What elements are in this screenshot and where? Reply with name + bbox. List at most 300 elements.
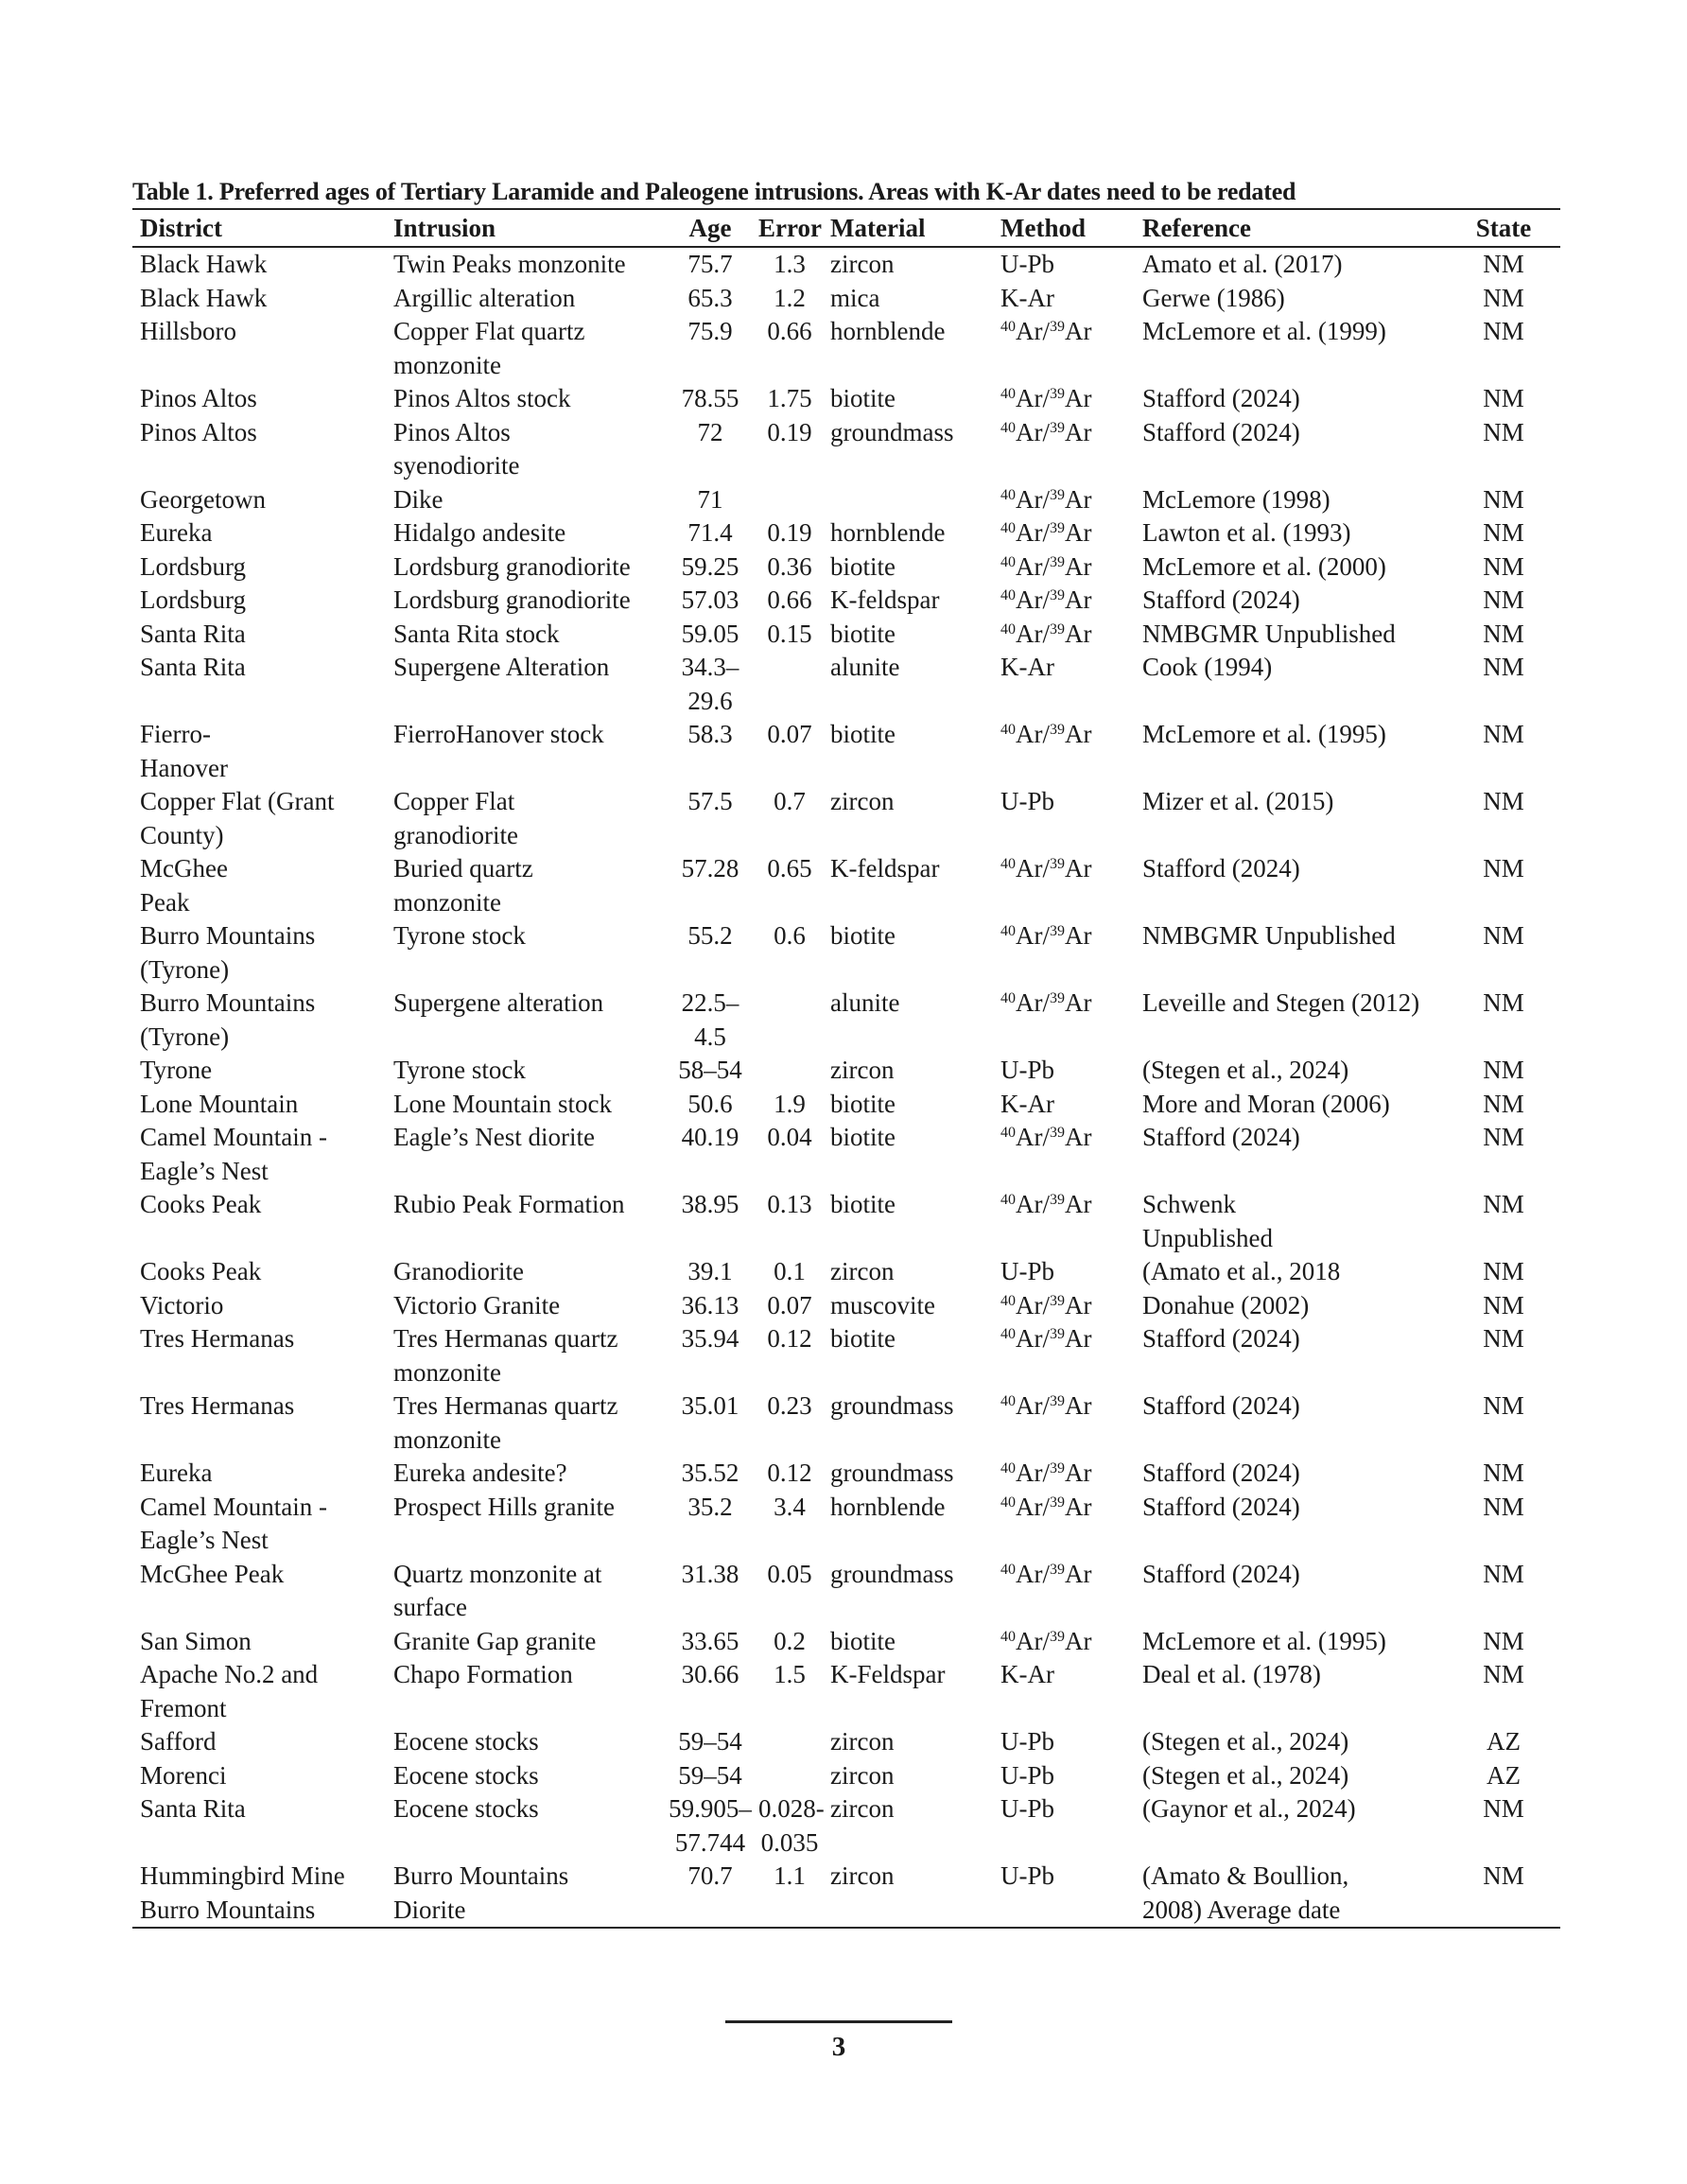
cell-district: Cooks Peak [140,1257,262,1285]
cell-state: NM [1483,484,1524,514]
cell-reference: (Stegen et al., 2024) [1142,1056,1349,1084]
cell-error [757,483,823,517]
header-material: Material [830,214,926,242]
cell-intrusion: Rubio Peak Formation [393,1190,625,1218]
cell-method: $^{40}$Ar/$^{39}$Ar [1000,720,1092,748]
cell-reference: Stafford (2024) [1142,417,1300,446]
cell-intrusion: Eocene stocks [393,1794,539,1823]
table-header-row [132,209,1560,247]
cell-material: mica [830,283,880,312]
cell-method: K-Ar [1000,283,1054,312]
cell-intrusion: Pinos Altos syenodiorite [393,417,520,480]
cell-district: Santa Rita [140,653,246,681]
cell-state: NM [1483,518,1524,547]
cell-age: 38.95 [681,1190,739,1218]
cell-error: 1.5 [774,1660,806,1688]
table-row [132,651,1560,718]
cell-material: biotite [830,384,896,412]
table-row [132,987,1560,1054]
table-row [132,550,1560,585]
cell-error: 0.66 [767,585,812,614]
cell-intrusion: Eureka andesite? [393,1459,567,1487]
cell-method: K-Ar [1000,1660,1054,1688]
table-row [132,247,1560,282]
cell-state: NM [1483,1123,1524,1151]
cell-reference: McLemore et al. (1999) [1142,317,1386,345]
cell-reference: Leveille and Stegen (2012) [1142,988,1420,1017]
cell-reference: Donahue (2002) [1142,1290,1310,1319]
cell-state: NM [1483,1559,1524,1588]
cell-intrusion: FierroHanover stock [393,720,604,748]
cell-intrusion: Chapo Formation [393,1660,573,1688]
cell-intrusion: Quartz monzonite at surface [393,1559,602,1621]
cell-error: 0.04 [767,1123,812,1151]
cell-district: Burro Mountains (Tyrone) [140,988,316,1051]
cell-reference: Stafford (2024) [1142,1492,1300,1521]
cell-method: U-Pb [1000,1727,1055,1756]
table-row [132,785,1560,852]
cell-error: 0.6 [774,921,806,950]
cell-age: 34.3– 29.6 [681,653,739,715]
cell-method: $^{40}$Ar/$^{39}$Ar [1000,1290,1092,1319]
cell-intrusion: Tyrone stock [393,921,526,950]
cell-district: Hummingbird Mine Burro Mountains [140,1861,345,1924]
cell-method: $^{40}$Ar/$^{39}$Ar [1000,1391,1092,1420]
cell-reference: Stafford (2024) [1142,1559,1300,1588]
cell-age: 75.9 [687,317,733,345]
cell-reference: Schwenk Unpublished [1142,1190,1273,1252]
table-caption: Table 1. Preferred ages of Tertiary Laramide and Paleogene intrusions. Areas with K-Ar dates need to be redated [132,178,1296,205]
cell-district: Eureka [140,518,213,547]
table-row [132,315,1560,382]
header-method: Method [1000,214,1086,242]
cell-intrusion: Buried quartz monzonite [393,854,533,917]
cell-state: NM [1483,1492,1524,1521]
cell-material: zircon [830,1760,895,1790]
cell-district: Hillsboro [140,317,237,345]
table-row [132,1289,1560,1323]
cell-material: zircon [830,250,895,278]
cell-error: 1.2 [774,283,806,312]
cell-reference: McLemore et al. (2000) [1142,551,1386,581]
cell-district: Tres Hermanas [140,1391,295,1420]
cell-intrusion: Prospect Hills granite [393,1492,615,1521]
cell-state: NM [1483,250,1524,278]
cell-material: groundmass [830,1459,954,1487]
cell-intrusion: Copper Flat granodiorite [393,787,518,849]
cell-district: Copper Flat (Grant County) [140,787,335,849]
table-row [132,1558,1560,1625]
table-row [132,1725,1560,1759]
cell-district: Georgetown [140,484,266,514]
cell-age: 55.2 [687,921,733,950]
cell-intrusion: Tres Hermanas quartz monzonite [393,1391,618,1454]
cell-material: hornblende [830,1492,946,1521]
cell-material: biotite [830,1190,896,1218]
table-row [132,1088,1560,1122]
cell-error: 0.13 [767,1190,812,1218]
cell-district: Burro Mountains (Tyrone) [140,921,316,984]
cell-age: 70.7 [687,1861,733,1890]
table-body [132,247,1560,1928]
cell-district: Santa Rita [140,1794,246,1823]
cell-state: AZ [1487,1727,1521,1756]
cell-error: 1.9 [774,1089,806,1118]
cell-state: NM [1483,1794,1524,1823]
cell-error: 0.65 [767,854,812,882]
cell-district: Pinos Altos [140,384,257,412]
header-intrusion: Intrusion [393,214,496,242]
header-error: Error [758,214,822,242]
table-row [132,1625,1560,1659]
cell-state: NM [1483,1290,1524,1319]
table-row [132,1658,1560,1725]
cell-error: 0.1 [774,1257,806,1285]
header-district: District [140,214,222,242]
cell-reference: (Amato & Boullion, 2008) Average date [1142,1861,1349,1924]
cell-state: NM [1483,283,1524,312]
cell-error: 3.4 [774,1492,806,1521]
cell-reference: NMBGMR Unpublished [1142,619,1396,648]
cell-reference: Gerwe (1986) [1142,283,1285,312]
footer-rule [725,2020,952,2023]
cell-district: Black Hawk [140,283,268,312]
table-row [132,1491,1560,1558]
cell-age: 33.65 [681,1626,739,1655]
cell-intrusion: Santa Rita stock [393,619,560,648]
cell-material: alunite [830,653,900,681]
cell-method: U-Pb [1000,787,1055,815]
table-row [132,1759,1560,1793]
cell-age: 58.3 [687,720,733,748]
cell-state: NM [1483,787,1524,815]
cell-error: 0.12 [767,1459,812,1487]
table-row [132,584,1560,618]
cell-district: Safford [140,1727,217,1756]
cell-district: Cooks Peak [140,1190,262,1218]
cell-district: McGhee Peak [140,1559,285,1588]
cell-intrusion: Victorio Granite [393,1290,561,1319]
cell-intrusion: Lone Mountain stock [393,1089,612,1118]
cell-state: NM [1483,653,1524,681]
cell-reference: (Gaynor et al., 2024) [1142,1794,1356,1823]
cell-intrusion: Dike [393,484,443,514]
cell-district: Lone Mountain [140,1089,299,1118]
cell-material: zircon [830,1056,895,1084]
table-row [132,483,1560,517]
cell-method: $^{40}$Ar/$^{39}$Ar [1000,551,1092,581]
cell-age: 36.13 [681,1290,739,1319]
cell-method: $^{40}$Ar/$^{39}$Ar [1000,921,1092,950]
table-row [132,1322,1560,1389]
cell-error [757,1725,823,1759]
cell-age: 75.7 [687,250,733,278]
cell-error: 0.2 [774,1626,806,1655]
cell-state: AZ [1487,1760,1521,1790]
header-reference: Reference [1142,214,1251,242]
cell-state: NM [1483,1257,1524,1285]
cell-reference: Mizer et al. (2015) [1142,787,1334,815]
cell-age: 57.28 [681,854,739,882]
cell-state: NM [1483,921,1524,950]
cell-age: 35.94 [681,1324,739,1353]
cell-method: K-Ar [1000,653,1054,681]
cell-method: $^{40}$Ar/$^{39}$Ar [1000,384,1092,412]
cell-district: Tyrone [140,1056,213,1084]
cell-method: U-Pb [1000,1056,1055,1084]
cell-error: 1.75 [767,384,812,412]
cell-age: 30.66 [681,1660,739,1688]
cell-method: $^{40}$Ar/$^{39}$Ar [1000,1459,1092,1487]
cell-intrusion: Tyrone stock [393,1056,526,1084]
cell-state: NM [1483,988,1524,1017]
cell-error [757,1759,823,1793]
cell-material: zircon [830,1794,895,1823]
cell-state: NM [1483,551,1524,581]
cell-reference: Stafford (2024) [1142,585,1300,614]
cell-district: Eureka [140,1459,213,1487]
table-row [132,1255,1560,1289]
cell-error [757,987,823,1054]
table-row [132,852,1560,919]
cell-state: NM [1483,1391,1524,1420]
table-row [132,1457,1560,1491]
cell-district: Santa Rita [140,619,246,648]
cell-method: U-Pb [1000,1257,1055,1285]
cell-age: 65.3 [687,283,733,312]
cell-material: biotite [830,1123,896,1151]
table-row [132,1389,1560,1457]
cell-district: Victorio [140,1290,224,1319]
cell-reference: Lawton et al. (1993) [1142,518,1351,547]
table-row [132,718,1560,785]
cell-state: NM [1483,1861,1524,1890]
cell-age: 39.1 [687,1257,733,1285]
cell-reference: NMBGMR Unpublished [1142,921,1396,950]
cell-age: 58–54 [678,1056,742,1084]
cell-intrusion: Granite Gap granite [393,1626,597,1655]
cell-district: Camel Mountain - Eagle’s Nest [140,1492,327,1554]
cell-reference: Stafford (2024) [1142,1391,1300,1420]
cell-reference: Deal et al. (1978) [1142,1660,1321,1688]
cell-age: 59–54 [678,1727,742,1756]
cell-method: U-Pb [1000,250,1055,278]
cell-intrusion: Eagle’s Nest diorite [393,1123,595,1151]
cell-material: zircon [830,1861,895,1890]
cell-reference: Stafford (2024) [1142,1459,1300,1487]
cell-intrusion: Tres Hermanas quartz monzonite [393,1324,618,1387]
table-container [132,176,1560,1929]
table-row [132,1188,1560,1255]
table-row [132,1121,1560,1188]
cell-age: 35.01 [681,1391,739,1420]
cell-age: 40.19 [681,1123,739,1151]
cell-method: $^{40}$Ar/$^{39}$Ar [1000,1559,1092,1588]
cell-error [757,651,823,718]
cell-method: U-Pb [1000,1760,1055,1790]
cell-district: Morenci [140,1760,227,1790]
cell-material: biotite [830,1324,896,1353]
cell-method: $^{40}$Ar/$^{39}$Ar [1000,518,1092,547]
cell-intrusion: Hidalgo andesite [393,518,566,547]
cell-state: NM [1483,854,1524,882]
table-row [132,516,1560,550]
cell-intrusion: Supergene alteration [393,988,604,1017]
cell-state: NM [1483,585,1524,614]
cell-material: biotite [830,619,896,648]
header-age: Age [688,214,732,242]
cell-error: 0.07 [767,720,812,748]
cell-error: 1.3 [774,250,806,278]
cell-state: NM [1483,1626,1524,1655]
cell-age: 59.25 [681,551,739,581]
cell-district: San Simon [140,1626,252,1655]
cell-error: 0.66 [767,317,812,345]
cell-material: zircon [830,787,895,815]
cell-intrusion: Lordsburg granodiorite [393,585,631,614]
cell-state: NM [1483,1459,1524,1487]
cell-state: NM [1483,1190,1524,1218]
cell-state: NM [1483,720,1524,748]
cell-reference: (Stegen et al., 2024) [1142,1760,1349,1790]
cell-state: NM [1483,1324,1524,1353]
cell-material [823,483,993,517]
cell-district: Lordsburg [140,551,246,581]
cell-district: Lordsburg [140,585,246,614]
cell-method: $^{40}$Ar/$^{39}$Ar [1000,619,1092,648]
cell-material: biotite [830,1626,896,1655]
cell-material: K-feldspar [830,854,940,882]
cell-district: Black Hawk [140,250,268,278]
cell-method: U-Pb [1000,1794,1055,1823]
cell-method: U-Pb [1000,1861,1055,1890]
cell-state: NM [1483,619,1524,648]
header-state: State [1475,214,1532,242]
cell-age: 50.6 [687,1089,733,1118]
cell-intrusion: Granodiorite [393,1257,524,1285]
cell-age: 31.38 [681,1559,739,1588]
cell-error: 0.19 [767,417,812,446]
ages-table [132,208,1560,1929]
cell-age: 57.5 [687,787,733,815]
cell-method: $^{40}$Ar/$^{39}$Ar [1000,417,1092,446]
cell-material: biotite [830,720,896,748]
cell-error: 0.07 [767,1290,812,1319]
cell-reference: (Stegen et al., 2024) [1142,1727,1349,1756]
cell-method: K-Ar [1000,1089,1054,1118]
cell-district: Apache No.2 and Fremont [140,1660,319,1722]
cell-error: 0.23 [767,1391,812,1420]
table-row [132,282,1560,316]
cell-error: 0.05 [767,1559,812,1588]
cell-state: NM [1483,1056,1524,1084]
cell-material: zircon [830,1257,895,1285]
cell-age: 35.52 [681,1459,739,1487]
table-row [132,1860,1560,1928]
cell-material: K-feldspar [830,585,940,614]
cell-error: 0.15 [767,619,812,648]
cell-method: $^{40}$Ar/$^{39}$Ar [1000,1492,1092,1521]
cell-district: Camel Mountain - Eagle’s Nest [140,1123,327,1185]
table-row [132,1792,1560,1860]
cell-material: alunite [830,988,900,1017]
cell-method: $^{40}$Ar/$^{39}$Ar [1000,1626,1092,1655]
table-row [132,416,1560,483]
cell-intrusion: Twin Peaks monzonite [393,250,626,278]
cell-age: 35.2 [687,1492,733,1521]
cell-method: $^{40}$Ar/$^{39}$Ar [1000,1190,1092,1218]
cell-material: biotite [830,1089,896,1118]
cell-age: 22.5– 4.5 [681,988,739,1051]
cell-reference: More and Moran (2006) [1142,1089,1390,1118]
page-number: 3 [831,2032,846,2062]
cell-intrusion: Copper Flat quartz monzonite [393,317,585,379]
cell-material: zircon [830,1727,895,1756]
cell-reference: McLemore (1998) [1142,484,1330,514]
cell-reference: Stafford (2024) [1142,1324,1300,1353]
cell-reference: Cook (1994) [1142,653,1273,681]
cell-method: $^{40}$Ar/$^{39}$Ar [1000,317,1092,345]
cell-district: Fierro- Hanover [140,720,228,782]
cell-intrusion: Lordsburg granodiorite [393,551,631,581]
cell-age: 78.55 [681,384,739,412]
cell-material: biotite [830,551,896,581]
table-row [132,919,1560,987]
cell-reference: McLemore et al. (1995) [1142,720,1386,748]
cell-state: NM [1483,1089,1524,1118]
cell-material: hornblende [830,518,946,547]
cell-reference: Amato et al. (2017) [1142,250,1343,278]
cell-material: K-Feldspar [830,1660,946,1688]
cell-material: muscovite [830,1290,935,1319]
cell-method: $^{40}$Ar/$^{39}$Ar [1000,585,1092,614]
cell-error: 0.028- 0.035 [758,1794,825,1857]
cell-method: $^{40}$Ar/$^{39}$Ar [1000,854,1092,882]
cell-material: hornblende [830,317,946,345]
cell-reference: McLemore et al. (1995) [1142,1626,1386,1655]
cell-method: $^{40}$Ar/$^{39}$Ar [1000,988,1092,1017]
cell-age: 57.03 [681,585,739,614]
cell-intrusion: Burro Mountains Diorite [393,1861,569,1924]
cell-method: $^{40}$Ar/$^{39}$Ar [1000,1123,1092,1151]
cell-method: $^{40}$Ar/$^{39}$Ar [1000,484,1092,514]
cell-district: Pinos Altos [140,417,257,446]
cell-age: 59.05 [681,619,739,648]
cell-error [757,1054,823,1088]
cell-intrusion: Pinos Altos stock [393,384,571,412]
cell-reference: Stafford (2024) [1142,1123,1300,1151]
cell-state: NM [1483,384,1524,412]
cell-age: 71 [697,484,723,514]
cell-error: 0.36 [767,551,812,581]
cell-district: McGhee Peak [140,854,228,917]
cell-error: 1.1 [774,1861,806,1890]
cell-material: groundmass [830,1391,954,1420]
cell-district: Tres Hermanas [140,1324,295,1353]
cell-age: 59–54 [678,1760,742,1790]
cell-state: NM [1483,1660,1524,1688]
cell-age: 59.905– 57.744 [669,1794,752,1857]
cell-intrusion: Supergene Alteration [393,653,610,681]
cell-age: 71.4 [687,518,733,547]
cell-age: 72 [697,417,723,446]
cell-state: NM [1483,417,1524,446]
cell-reference: Stafford (2024) [1142,854,1300,882]
cell-intrusion: Argillic alteration [393,283,576,312]
cell-state: NM [1483,317,1524,345]
cell-material: biotite [830,921,896,950]
cell-reference: (Amato et al., 2018 [1142,1257,1341,1285]
